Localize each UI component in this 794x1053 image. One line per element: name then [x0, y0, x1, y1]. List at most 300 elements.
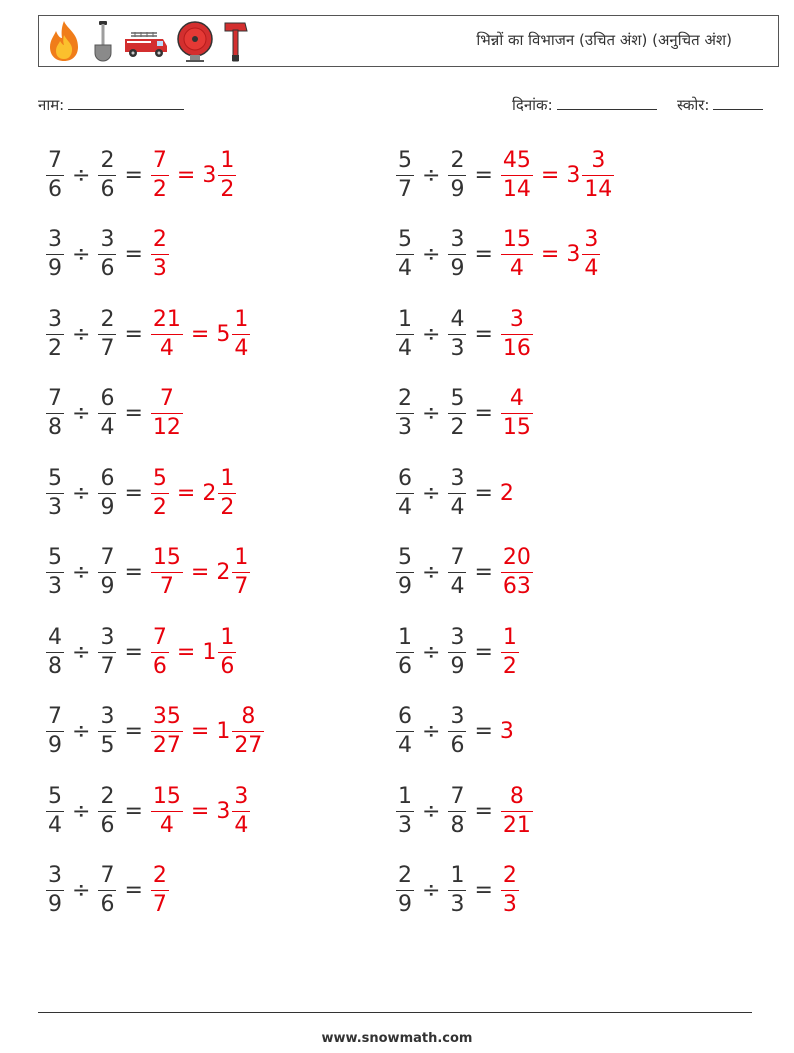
answer-fraction-numerator: 15	[502, 227, 531, 252]
answer	[150, 865, 170, 916]
dividend-fraction-denominator: 8	[48, 653, 62, 679]
mixed-number-whole: 5	[216, 321, 231, 347]
dividend-fraction-denominator: 4	[398, 494, 412, 520]
answer-fraction	[501, 547, 533, 598]
dividend-fraction-numerator: 7	[48, 704, 62, 729]
divisor-fraction-denominator: 9	[450, 653, 465, 679]
dividend-fraction-denominator: 9	[48, 256, 62, 281]
dividend-fraction-denominator: 4	[398, 256, 412, 281]
divisor-fraction	[448, 547, 466, 598]
dividend-fraction-denominator: 9	[48, 733, 62, 758]
divisor-fraction-denominator: 8	[450, 812, 465, 838]
shovel-icon	[89, 19, 117, 63]
dividend-fraction	[46, 465, 64, 520]
fire-truck-icon	[123, 19, 169, 63]
dividend-fraction	[396, 306, 414, 361]
divisor-fraction-denominator: 4	[450, 574, 465, 599]
dividend-fraction-numerator: 1	[398, 306, 412, 332]
equals-sign: =	[474, 719, 493, 744]
divisor-fraction	[98, 229, 116, 280]
divisor-fraction-denominator: 6	[100, 892, 115, 917]
divisor-fraction-denominator: 4	[100, 415, 115, 440]
answer-fraction-numerator: 21	[152, 306, 181, 332]
divisor-fraction-numerator: 1	[450, 863, 465, 888]
equals-sign: =	[474, 401, 493, 426]
divisor-fraction-numerator: 2	[100, 783, 115, 809]
answer-fraction-numerator: 8	[509, 783, 524, 809]
answer-fraction-numerator: 1	[502, 624, 517, 650]
dividend-fraction-numerator: 5	[398, 227, 412, 252]
divisor-fraction	[448, 147, 466, 202]
score-blank	[713, 95, 763, 110]
answer-equals-sign: =	[190, 560, 210, 585]
answer-equals-sign: =	[190, 798, 210, 824]
dividend-fraction	[46, 706, 64, 757]
answer-fraction-numerator: 4	[509, 386, 524, 411]
problem-item	[395, 147, 615, 203]
answer-fraction-numerator: 5	[152, 465, 167, 491]
answer-fraction	[151, 465, 169, 520]
problem-item	[395, 306, 534, 362]
problem-item	[45, 306, 251, 362]
divisor-fraction-numerator: 7	[450, 783, 465, 809]
divisor-fraction-numerator: 7	[450, 545, 465, 570]
fire-extinguisher-axe-icon	[221, 19, 251, 63]
equals-sign: =	[474, 560, 493, 585]
divide-sign: ÷	[422, 321, 441, 347]
answer	[150, 306, 251, 361]
dividend-fraction-denominator: 4	[48, 812, 62, 838]
divide-sign: ÷	[72, 162, 91, 188]
answer-equals-sign: =	[540, 242, 560, 267]
problem-item	[45, 227, 170, 283]
answer-fraction-numerator: 2	[152, 227, 167, 252]
divide-sign: ÷	[422, 480, 441, 506]
divisor-fraction	[448, 706, 466, 757]
answer-fraction	[151, 783, 183, 838]
answer	[150, 706, 265, 757]
equals-sign: =	[124, 719, 143, 744]
dividend-fraction-denominator: 4	[398, 335, 412, 361]
answer-fraction-denominator: 6	[152, 653, 167, 679]
answer-fraction	[151, 147, 169, 202]
problem-item	[395, 465, 514, 521]
mixed-number-numerator: 3	[591, 147, 606, 173]
score-label: स्कोर:	[677, 96, 710, 114]
dividend-fraction	[46, 624, 64, 679]
mixed-number-whole: 2	[202, 480, 217, 506]
answer-equals-sign: =	[176, 639, 196, 665]
divide-sign: ÷	[422, 639, 441, 665]
divisor-fraction-denominator: 9	[450, 176, 465, 202]
dividend-fraction	[46, 388, 64, 439]
divisor-fraction	[98, 865, 116, 916]
equals-sign: =	[124, 480, 143, 506]
mixed-number-denominator: 27	[234, 733, 263, 758]
answer-fraction-denominator: 16	[502, 335, 531, 361]
mixed-number-numerator: 3	[234, 783, 249, 809]
answer-fraction-denominator: 63	[502, 574, 531, 599]
equals-sign: =	[474, 798, 493, 824]
answer	[500, 783, 534, 838]
mixed-number-fraction	[218, 147, 236, 202]
dividend-fraction	[396, 783, 414, 838]
divisor-fraction	[98, 547, 116, 598]
date-label: दिनांक:	[512, 96, 553, 114]
problem-item	[395, 624, 520, 680]
answer-equals-sign: =	[176, 480, 196, 506]
mixed-number-fraction	[232, 783, 250, 838]
divisor-fraction	[98, 706, 116, 757]
dividend-fraction-denominator: 9	[48, 892, 62, 917]
answer	[150, 147, 237, 202]
divisor-fraction-numerator: 4	[450, 306, 465, 332]
divisor-fraction-numerator: 3	[100, 624, 115, 650]
equals-sign: =	[124, 321, 143, 347]
equals-sign: =	[124, 878, 143, 903]
dividend-fraction	[396, 147, 414, 202]
mixed-number-denominator: 4	[584, 256, 599, 281]
equals-sign: =	[474, 480, 493, 506]
footer-url: www.snowmath.com	[321, 1031, 473, 1046]
mixed-number-numerator: 1	[234, 306, 249, 332]
dividend-fraction-numerator: 5	[398, 147, 412, 173]
answer-fraction	[151, 547, 183, 598]
answer-equals-sign: =	[190, 719, 210, 744]
answer-equals-sign: =	[190, 321, 210, 347]
answer-fraction-denominator: 14	[502, 176, 531, 202]
divisor-fraction-numerator: 2	[100, 306, 115, 332]
answer	[500, 719, 514, 744]
dividend-fraction	[46, 229, 64, 280]
divisor-fraction	[98, 306, 116, 361]
problem-item	[45, 386, 184, 442]
dividend-fraction-denominator: 6	[398, 653, 412, 679]
answer	[500, 229, 601, 280]
mixed-number-fraction	[232, 547, 250, 598]
dividend-fraction-numerator: 7	[48, 386, 62, 411]
divisor-fraction-denominator: 6	[100, 176, 115, 202]
divisor-fraction	[98, 624, 116, 679]
equals-sign: =	[124, 560, 143, 585]
answer-fraction	[151, 229, 169, 280]
dividend-fraction	[396, 624, 414, 679]
dividend-fraction	[396, 706, 414, 757]
divide-sign: ÷	[72, 878, 91, 903]
answer	[150, 624, 237, 679]
worksheet-header	[38, 15, 779, 67]
answer-fraction	[151, 624, 169, 679]
mixed-number-whole: 3	[216, 798, 231, 824]
equals-sign: =	[124, 798, 143, 824]
divisor-fraction	[448, 229, 466, 280]
problem-item	[395, 783, 534, 839]
divide-sign: ÷	[422, 878, 441, 903]
divisor-fraction	[98, 388, 116, 439]
mixed-number-numerator: 8	[241, 704, 256, 729]
answer-fraction	[151, 706, 183, 757]
answer-fraction	[501, 865, 519, 916]
divisor-fraction-denominator: 3	[450, 335, 465, 361]
dividend-fraction	[396, 547, 414, 598]
divisor-fraction	[448, 624, 466, 679]
answer-fraction-denominator: 27	[152, 733, 181, 758]
mixed-number-whole: 3	[566, 162, 581, 188]
divide-sign: ÷	[422, 560, 441, 585]
divisor-fraction	[448, 388, 466, 439]
answer	[150, 547, 251, 598]
divisor-fraction	[448, 783, 466, 838]
divide-sign: ÷	[72, 719, 91, 744]
dividend-fraction	[396, 388, 414, 439]
divisor-fraction-denominator: 2	[450, 415, 465, 440]
divisor-fraction-numerator: 2	[100, 147, 115, 173]
answer-whole-number: 2	[499, 480, 514, 506]
answer-fraction-numerator: 3	[509, 306, 524, 332]
dividend-fraction-numerator: 1	[398, 624, 412, 650]
answer-equals-sign: =	[176, 162, 196, 188]
answer	[150, 388, 184, 439]
problem-item	[45, 704, 265, 760]
answer-fraction-denominator: 4	[509, 256, 524, 281]
divisor-fraction	[448, 865, 466, 916]
answer-fraction-denominator: 4	[159, 812, 174, 838]
divide-sign: ÷	[72, 798, 91, 824]
footer-divider	[38, 1012, 752, 1013]
problem-item	[45, 147, 237, 203]
answer-equals-sign: =	[540, 162, 560, 188]
answer-fraction-numerator: 2	[502, 863, 517, 888]
dividend-fraction-numerator: 7	[48, 147, 62, 173]
answer-fraction-denominator: 2	[152, 494, 167, 520]
dividend-fraction-numerator: 5	[48, 783, 62, 809]
divide-sign: ÷	[422, 719, 441, 744]
divide-sign: ÷	[422, 798, 441, 824]
divisor-fraction-denominator: 9	[100, 494, 115, 520]
divisor-fraction-numerator: 3	[450, 704, 465, 729]
answer	[500, 147, 615, 202]
answer-fraction-numerator: 7	[152, 147, 167, 173]
dividend-fraction-numerator: 2	[398, 863, 412, 888]
equals-sign: =	[124, 639, 143, 665]
equals-sign: =	[474, 162, 493, 188]
divisor-fraction-denominator: 9	[450, 256, 465, 281]
problem-item	[395, 386, 534, 442]
dividend-fraction-denominator: 4	[398, 733, 412, 758]
date-blank	[557, 95, 657, 110]
mixed-number-numerator: 1	[220, 147, 235, 173]
mixed-number-denominator: 2	[220, 494, 235, 520]
answer-fraction	[151, 865, 169, 916]
dividend-fraction	[46, 865, 64, 916]
answer-fraction-denominator: 15	[502, 415, 531, 440]
equals-sign: =	[474, 878, 493, 903]
answer	[500, 481, 514, 506]
answer-fraction-denominator: 2	[152, 176, 167, 202]
problem-item	[395, 227, 601, 283]
answer-fraction-denominator: 2	[502, 653, 517, 679]
answer-fraction-denominator: 7	[159, 574, 174, 599]
dividend-fraction-denominator: 3	[48, 574, 62, 599]
dividend-fraction-denominator: 2	[48, 335, 62, 361]
dividend-fraction	[46, 306, 64, 361]
answer-fraction-denominator: 3	[502, 892, 517, 917]
divisor-fraction-numerator: 6	[100, 465, 115, 491]
dividend-fraction	[46, 783, 64, 838]
mixed-number-numerator: 1	[220, 465, 235, 491]
dividend-fraction-denominator: 6	[48, 176, 62, 202]
divide-sign: ÷	[72, 480, 91, 506]
mixed-number-fraction	[582, 229, 600, 280]
answer-fraction-numerator: 20	[502, 545, 531, 570]
answer-fraction-numerator: 7	[152, 624, 167, 650]
header-icons	[45, 18, 251, 64]
answer-fraction-numerator: 35	[152, 704, 181, 729]
dividend-fraction-numerator: 5	[398, 545, 412, 570]
name-label: नाम:	[38, 96, 65, 114]
problem-item	[45, 863, 170, 919]
divisor-fraction-numerator: 6	[100, 386, 115, 411]
mixed-number-fraction	[232, 306, 250, 361]
mixed-number-numerator: 3	[584, 227, 599, 252]
mixed-number-denominator: 4	[234, 812, 249, 838]
divisor-fraction-numerator: 3	[450, 227, 465, 252]
answer-fraction-denominator: 12	[152, 415, 181, 440]
problem-item	[395, 704, 514, 760]
dividend-fraction-denominator: 8	[48, 415, 62, 440]
divisor-fraction-denominator: 5	[100, 733, 115, 758]
divisor-fraction-numerator: 2	[450, 147, 465, 173]
name-blank	[68, 95, 184, 110]
divisor-fraction-numerator: 5	[450, 386, 465, 411]
mixed-number-fraction	[232, 706, 264, 757]
equals-sign: =	[124, 162, 143, 188]
divide-sign: ÷	[422, 242, 441, 267]
answer-fraction	[501, 229, 533, 280]
answer-fraction-denominator: 3	[152, 256, 167, 281]
answer-whole-number: 3	[499, 719, 514, 744]
divisor-fraction-denominator: 6	[100, 812, 115, 838]
divisor-fraction-denominator: 7	[100, 653, 115, 679]
equals-sign: =	[474, 639, 493, 665]
dividend-fraction-denominator: 7	[398, 176, 412, 202]
mixed-number-whole: 1	[216, 719, 231, 744]
divisor-fraction-denominator: 6	[100, 256, 115, 281]
divisor-fraction-numerator: 3	[100, 704, 115, 729]
dividend-fraction	[396, 229, 414, 280]
answer	[150, 465, 237, 520]
divide-sign: ÷	[72, 639, 91, 665]
answer-fraction	[151, 388, 183, 439]
divisor-fraction	[98, 783, 116, 838]
mixed-number-denominator: 7	[234, 574, 249, 599]
answer-fraction	[501, 388, 533, 439]
answer-fraction-denominator: 21	[502, 812, 531, 838]
dividend-fraction-numerator: 3	[48, 863, 62, 888]
dividend-fraction-denominator: 9	[398, 892, 412, 917]
name-field	[38, 95, 184, 115]
dividend-fraction-denominator: 3	[48, 494, 62, 520]
dividend-fraction-numerator: 1	[398, 783, 412, 809]
dividend-fraction	[396, 865, 414, 916]
divisor-fraction-denominator: 4	[450, 494, 465, 520]
answer-fraction	[501, 147, 533, 202]
problem-item	[45, 465, 237, 521]
dividend-fraction-denominator: 3	[398, 812, 412, 838]
dividend-fraction	[396, 465, 414, 520]
answer-fraction-numerator: 2	[152, 863, 167, 888]
divisor-fraction-denominator: 6	[450, 733, 465, 758]
divisor-fraction-numerator: 3	[450, 465, 465, 491]
mixed-number-fraction	[218, 465, 236, 520]
divisor-fraction	[98, 147, 116, 202]
problem-item	[45, 783, 251, 839]
dividend-fraction-numerator: 5	[48, 545, 62, 570]
divisor-fraction	[98, 465, 116, 520]
divisor-fraction	[448, 306, 466, 361]
divide-sign: ÷	[422, 162, 441, 188]
score-field	[677, 95, 763, 115]
mixed-number-denominator: 2	[220, 176, 235, 202]
divisor-fraction-numerator: 7	[100, 545, 115, 570]
divide-sign: ÷	[72, 401, 91, 426]
worksheet-title: भिन्नों का विभाजन (उचित अंश) (अनुचित अंश)	[476, 31, 732, 49]
divisor-fraction	[448, 465, 466, 520]
problem-item	[395, 545, 534, 601]
dividend-fraction-denominator: 9	[398, 574, 412, 599]
dividend-fraction-numerator: 2	[398, 386, 412, 411]
mixed-number-whole: 1	[202, 639, 217, 665]
divide-sign: ÷	[72, 560, 91, 585]
answer-fraction-numerator: 15	[152, 783, 181, 809]
equals-sign: =	[474, 242, 493, 267]
mixed-number-denominator: 14	[584, 176, 613, 202]
answer-fraction-numerator: 45	[502, 147, 531, 173]
divisor-fraction-denominator: 9	[100, 574, 115, 599]
divisor-fraction-denominator: 7	[100, 335, 115, 361]
answer	[500, 865, 520, 916]
divide-sign: ÷	[72, 321, 91, 347]
answer-fraction	[151, 306, 183, 361]
problem-item	[45, 545, 251, 601]
answer	[500, 306, 534, 361]
dividend-fraction	[46, 547, 64, 598]
mixed-number-numerator: 1	[234, 545, 249, 570]
dividend-fraction-numerator: 6	[398, 465, 412, 491]
answer	[500, 388, 534, 439]
fire-alarm-bell-icon	[175, 19, 215, 63]
answer-fraction	[501, 306, 533, 361]
answer	[500, 547, 534, 598]
answer-fraction-denominator: 4	[159, 335, 174, 361]
dividend-fraction-numerator: 3	[48, 306, 62, 332]
answer-fraction-denominator: 7	[152, 892, 167, 917]
mixed-number-denominator: 4	[234, 335, 249, 361]
answer-fraction	[501, 783, 533, 838]
equals-sign: =	[124, 401, 143, 426]
divisor-fraction-numerator: 7	[100, 863, 115, 888]
mixed-number-whole: 2	[216, 560, 231, 585]
answer-fraction-numerator: 7	[159, 386, 174, 411]
dividend-fraction-denominator: 3	[398, 415, 412, 440]
answer-fraction-numerator: 15	[152, 545, 181, 570]
fire-icon	[45, 19, 83, 63]
answer	[150, 783, 251, 838]
mixed-number-whole: 3	[566, 242, 581, 267]
date-field	[512, 95, 657, 115]
problem-item	[395, 863, 520, 919]
mixed-number-fraction	[582, 147, 614, 202]
